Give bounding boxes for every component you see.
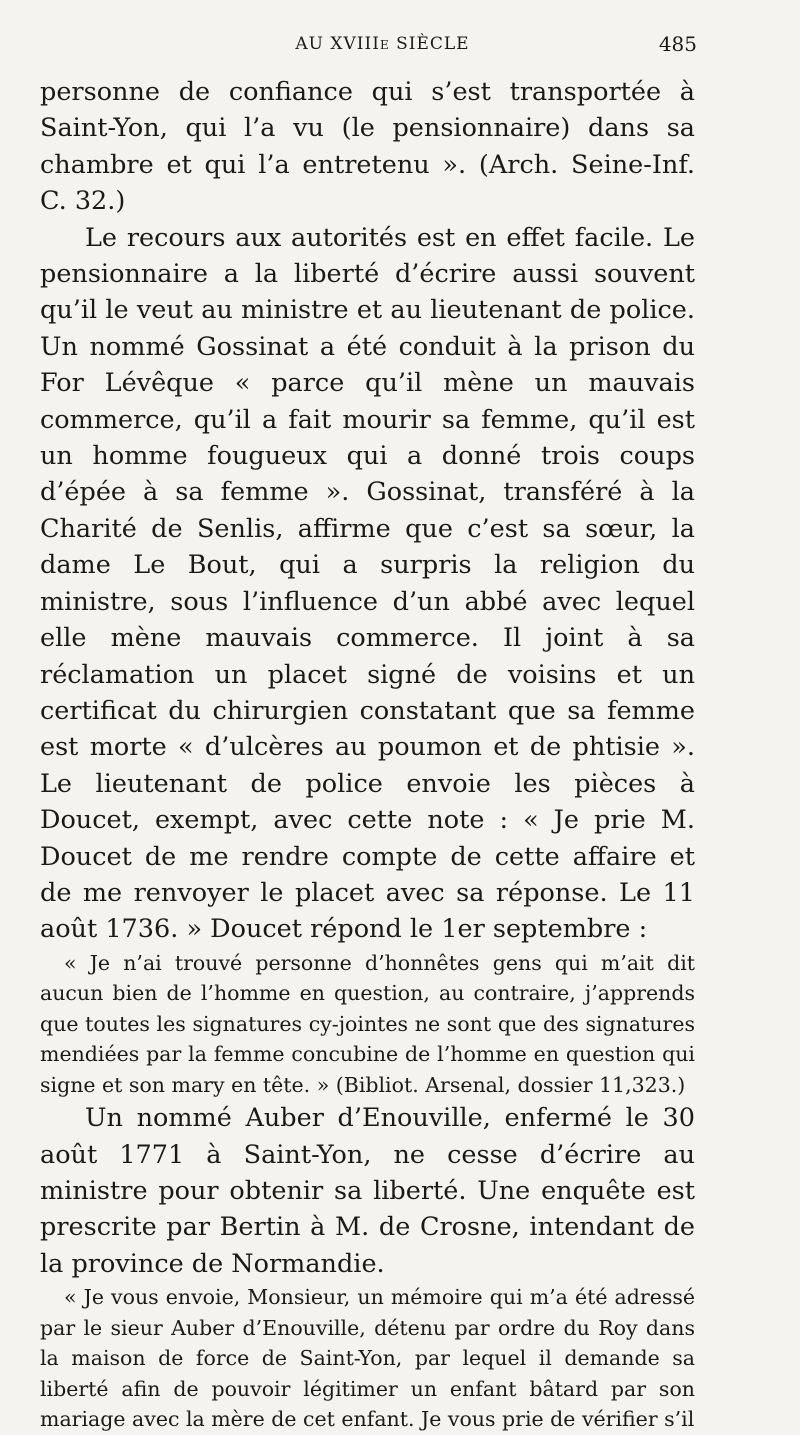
quote-bertin: « Je vous envoie, Monsieur, un mémoire qui m’a été adressé par le sieur Auber d’Enouville, détenu par ordre du Roy dans la maison de force de Saint-Yon, par lequel il demande sa liberté afin de pouvoir légitimer un enfant bâtard par son mariage avec la mère de cet enfant. Je vous prie de vérifier s’il	[40, 1285, 695, 1432]
paragraph-continuation: personne de confiance qui s’est transportée à Saint-Yon, qui l’a vu (le pensionnaire) dans sa chambre et qui l’a entretenu ». (Arch. Seine-Inf. C. 32.)	[40, 77, 695, 217]
running-head-title: AU XVIIIe SIÈCLE	[295, 34, 470, 54]
paragraph-auber: Un nommé Auber d’Enouville, enfermé le 30 août 1771 à Saint-Yon, ne cesse d’écrire au ministre pour obtenir sa liberté. Une enquête est prescrite par Bertin à M. de Crosne, intendant de la province de Normandie.	[40, 1103, 695, 1279]
page-number: 485	[658, 32, 697, 56]
paragraph-recours: Le recours aux autorités est en effet facile. Le pensionnaire a la liberté d’écrire aussi souvent qu’il le veut au ministre et au lieutenant de police. Un nommé Gossinat a été conduit à la prison du For Lévêque « parce qu’il mène un mauvais commerce, qu’il a fait mourir sa femme, qu’il est un homme fougueux qui a donné trois coups d’épée à sa femme ». Gossinat, transféré à la Charité de Senlis, affirme que c’est sa sœur, la dame Le Bout, qui a surpris la religion du ministre, sous l’influence d’un abbé avec lequel elle mène mauvais commerce. Il joint à sa réclamation un placet signé de voisins et un certificat du chirurgien constatant que sa femme est morte « d’ulcères au poumon et de phtisie ». Le lieutenant de police envoie les pièces à Doucet, exempt, avec cette note : « Je prie M. Doucet de me rendre compte de cette affaire et de me renvoyer le placet avec sa réponse. Le 11 août 1736. » Doucet répond le 1er septembre :	[40, 222, 695, 945]
quote-doucet: « Je n’ai trouvé personne d’honnêtes gens qui m’ait dit aucun bien de l’homme en question, au contraire, j’apprends que toutes les signatures cy-jointes ne sont que des signatures mendiées par la femme concubine de l’homme en question qui signe et son mary en tête. » (Bibliot. Arsenal, dossier 11,323.)	[40, 950, 695, 1097]
body-text	[40, 74, 695, 1435]
running-head	[40, 30, 695, 66]
